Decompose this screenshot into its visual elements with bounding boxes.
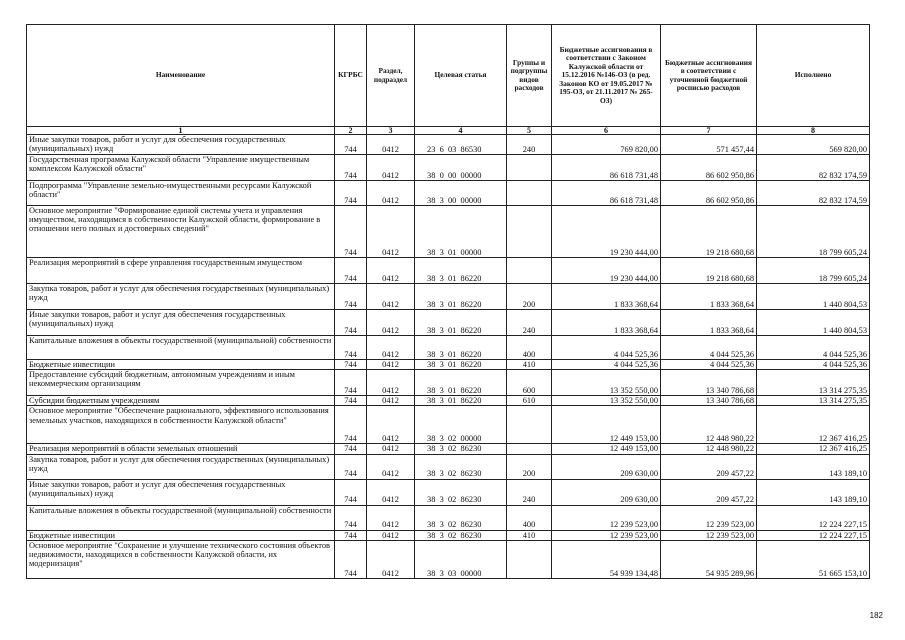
row-done-amount: 12 224 227,15 xyxy=(757,505,870,530)
row-name: Капитальные вложения в объекты государственной (муниципальной) собственности xyxy=(27,336,335,360)
row-group xyxy=(507,540,552,578)
row-law-amount: 19 230 444,00 xyxy=(552,258,661,284)
row-done-amount: 143 189,10 xyxy=(757,479,870,505)
row-law-amount: 4 044 525,36 xyxy=(552,360,661,370)
table-row xyxy=(27,360,870,370)
row-done-amount: 82 832 174,59 xyxy=(757,155,870,181)
row-article: 38 3 01 86220 xyxy=(415,258,507,284)
header-refined: Бюджетные ассигнования в соответствии с уточненной бюджетной росписью расходов xyxy=(661,25,757,127)
row-done-amount: 12 224 227,15 xyxy=(757,530,870,540)
page-number: 182 xyxy=(869,611,883,620)
row-refined-amount: 19 218 680,68 xyxy=(661,206,757,258)
table-row xyxy=(27,479,870,505)
row-kgrbs: 744 xyxy=(335,360,367,370)
row-done-amount: 143 189,10 xyxy=(757,454,870,479)
row-article: 38 3 02 86230 xyxy=(415,444,507,454)
row-section: 0412 xyxy=(367,444,415,454)
row-done-amount: 569 820,00 xyxy=(757,135,870,155)
row-law-amount: 209 630,00 xyxy=(552,479,661,505)
row-done-amount: 1 440 804,53 xyxy=(757,310,870,336)
col-number: 5 xyxy=(507,127,552,135)
budget-table xyxy=(26,24,870,579)
row-group xyxy=(507,406,552,444)
table-row xyxy=(27,396,870,406)
header-law: Бюджетные ассигнования в соответствии с Законом Калужской области от 15.12.2016 №146-ОЗ (в ред. Законов КО от 19.05.2017 № 195-ОЗ, от 21.11.2017 № 265-ОЗ) xyxy=(552,25,661,127)
row-law-amount: 12 239 523,00 xyxy=(552,530,661,540)
table-row xyxy=(27,284,870,310)
row-article: 38 3 01 86220 xyxy=(415,360,507,370)
row-kgrbs: 744 xyxy=(335,310,367,336)
row-group xyxy=(507,258,552,284)
row-name: Субсидии бюджетным учреждениям xyxy=(27,396,335,406)
row-section: 0412 xyxy=(367,530,415,540)
row-refined-amount: 86 602 950,86 xyxy=(661,155,757,181)
row-article: 38 0 00 00000 xyxy=(415,155,507,181)
row-law-amount: 1 833 368,64 xyxy=(552,310,661,336)
row-kgrbs: 744 xyxy=(335,206,367,258)
row-section: 0412 xyxy=(367,284,415,310)
col-number: 1 xyxy=(27,127,335,135)
row-name: Иные закупки товаров, работ и услуг для обеспечения государственных (муниципальных) нужд xyxy=(27,479,335,505)
row-article: 23 6 03 86530 xyxy=(415,135,507,155)
row-kgrbs: 744 xyxy=(335,530,367,540)
row-name: Реализация мероприятий в области земельных отношений xyxy=(27,444,335,454)
row-law-amount: 12 449 153,00 xyxy=(552,444,661,454)
col-number: 7 xyxy=(661,127,757,135)
table-row xyxy=(27,206,870,258)
table-row xyxy=(27,540,870,578)
row-article: 38 3 02 86230 xyxy=(415,505,507,530)
row-group: 410 xyxy=(507,360,552,370)
row-name: Иные закупки товаров, работ и услуг для обеспечения государственных (муниципальных) нужд xyxy=(27,310,335,336)
row-law-amount: 4 044 525,36 xyxy=(552,336,661,360)
col-number: 4 xyxy=(415,127,507,135)
row-kgrbs: 744 xyxy=(335,505,367,530)
row-kgrbs: 744 xyxy=(335,155,367,181)
row-group: 200 xyxy=(507,284,552,310)
row-name: Основное мероприятие "Сохранение и улучшение технического состояния объектов недвижимости, находящихся в собственности Калужской области, их модернизация" xyxy=(27,540,335,578)
row-refined-amount: 4 044 525,36 xyxy=(661,336,757,360)
column-number-row xyxy=(27,127,870,135)
table-row xyxy=(27,258,870,284)
row-group xyxy=(507,181,552,206)
row-done-amount: 13 314 275,35 xyxy=(757,370,870,396)
table-row xyxy=(27,444,870,454)
row-section: 0412 xyxy=(367,370,415,396)
row-article: 38 3 02 00000 xyxy=(415,406,507,444)
row-law-amount: 86 618 731,48 xyxy=(552,181,661,206)
row-group: 200 xyxy=(507,454,552,479)
row-done-amount: 18 799 605,24 xyxy=(757,206,870,258)
row-article: 38 3 01 00000 xyxy=(415,206,507,258)
row-done-amount: 13 314 275,35 xyxy=(757,396,870,406)
row-name: Предоставление субсидий бюджетным, автономным учреждениям и иным некоммерческим организациям xyxy=(27,370,335,396)
row-article: 38 3 03 00000 xyxy=(415,540,507,578)
table-row xyxy=(27,135,870,155)
row-name: Государственная программа Калужской области "Управление имущественным комплексом Калужской области" xyxy=(27,155,335,181)
row-group xyxy=(507,206,552,258)
row-kgrbs: 744 xyxy=(335,258,367,284)
row-section: 0412 xyxy=(367,336,415,360)
row-law-amount: 13 352 550,00 xyxy=(552,370,661,396)
col-number: 8 xyxy=(757,127,870,135)
row-law-amount: 769 820,00 xyxy=(552,135,661,155)
table-row xyxy=(27,505,870,530)
row-done-amount: 18 799 605,24 xyxy=(757,258,870,284)
header-kgrbs: КГРБС xyxy=(335,25,367,127)
header-done: Исполнено xyxy=(757,25,870,127)
row-done-amount: 4 044 525,36 xyxy=(757,336,870,360)
row-section: 0412 xyxy=(367,310,415,336)
row-group: 240 xyxy=(507,135,552,155)
table-row xyxy=(27,181,870,206)
row-section: 0412 xyxy=(367,479,415,505)
row-group: 400 xyxy=(507,336,552,360)
table-row xyxy=(27,155,870,181)
row-section: 0412 xyxy=(367,360,415,370)
table-row xyxy=(27,530,870,540)
row-kgrbs: 744 xyxy=(335,540,367,578)
row-done-amount: 12 367 416,25 xyxy=(757,444,870,454)
row-kgrbs: 744 xyxy=(335,454,367,479)
row-name: Подпрограмма "Управление земельно-имущественными ресурсами Калужской области" xyxy=(27,181,335,206)
table-row xyxy=(27,370,870,396)
header-section: Раздел, подраздел xyxy=(367,25,415,127)
row-section: 0412 xyxy=(367,454,415,479)
row-article: 38 3 01 86220 xyxy=(415,336,507,360)
row-group: 600 xyxy=(507,370,552,396)
row-name: Бюджетные инвестиции xyxy=(27,360,335,370)
row-article: 38 3 01 86220 xyxy=(415,396,507,406)
row-name: Бюджетные инвестиции xyxy=(27,530,335,540)
row-refined-amount: 13 340 786,68 xyxy=(661,370,757,396)
table-row xyxy=(27,454,870,479)
row-group: 410 xyxy=(507,530,552,540)
row-done-amount: 1 440 804,53 xyxy=(757,284,870,310)
row-kgrbs: 744 xyxy=(335,444,367,454)
row-name: Основное мероприятие "Обеспечение рационального, эффективного использования земельных участков, находящихся в собственности Калужской области" xyxy=(27,406,335,444)
row-refined-amount: 209 457,22 xyxy=(661,479,757,505)
col-number: 2 xyxy=(335,127,367,135)
row-kgrbs: 744 xyxy=(335,135,367,155)
row-refined-amount: 1 833 368,64 xyxy=(661,310,757,336)
row-refined-amount: 209 457,22 xyxy=(661,454,757,479)
row-refined-amount: 1 833 368,64 xyxy=(661,284,757,310)
table-row xyxy=(27,336,870,360)
row-law-amount: 13 352 550,00 xyxy=(552,396,661,406)
row-article: 38 3 01 86220 xyxy=(415,310,507,336)
row-name: Основное мероприятие "Формирование единой системы учета и управления имуществом, находящимся в собственности Калужской области, формирование в отношении него полных и достоверных сведений" xyxy=(27,206,335,258)
row-group: 240 xyxy=(507,479,552,505)
row-group xyxy=(507,155,552,181)
row-section: 0412 xyxy=(367,540,415,578)
row-name: Капитальные вложения в объекты государственной (муниципальной) собственности xyxy=(27,505,335,530)
row-name: Реализация мероприятий в сфере управления государственным имуществом xyxy=(27,258,335,284)
row-name: Закупка товаров, работ и услуг для обеспечения государственных (муниципальных) нужд xyxy=(27,284,335,310)
row-kgrbs: 744 xyxy=(335,370,367,396)
header-groups: Группы и подгруппы видов расходов xyxy=(507,25,552,127)
row-kgrbs: 744 xyxy=(335,479,367,505)
row-article: 38 3 02 86230 xyxy=(415,479,507,505)
row-done-amount: 4 044 525,36 xyxy=(757,360,870,370)
row-refined-amount: 12 239 523,00 xyxy=(661,530,757,540)
row-refined-amount: 571 457,44 xyxy=(661,135,757,155)
row-law-amount: 12 449 153,00 xyxy=(552,406,661,444)
row-kgrbs: 744 xyxy=(335,284,367,310)
row-article: 38 3 00 00000 xyxy=(415,181,507,206)
row-article: 38 3 02 86230 xyxy=(415,530,507,540)
row-article: 38 3 01 86220 xyxy=(415,370,507,396)
row-kgrbs: 744 xyxy=(335,336,367,360)
col-number: 3 xyxy=(367,127,415,135)
row-section: 0412 xyxy=(367,396,415,406)
row-section: 0412 xyxy=(367,505,415,530)
row-refined-amount: 12 448 980,22 xyxy=(661,406,757,444)
row-refined-amount: 54 935 289,96 xyxy=(661,540,757,578)
row-refined-amount: 19 218 680,68 xyxy=(661,258,757,284)
row-kgrbs: 744 xyxy=(335,396,367,406)
row-section: 0412 xyxy=(367,406,415,444)
row-section: 0412 xyxy=(367,206,415,258)
row-name: Закупка товаров, работ и услуг для обеспечения государственных (муниципальных) нужд xyxy=(27,454,335,479)
row-refined-amount: 12 239 523,00 xyxy=(661,505,757,530)
row-section: 0412 xyxy=(367,135,415,155)
col-number: 6 xyxy=(552,127,661,135)
header-name: Наименование xyxy=(27,25,335,127)
row-group: 240 xyxy=(507,310,552,336)
row-group: 610 xyxy=(507,396,552,406)
row-refined-amount: 86 602 950,86 xyxy=(661,181,757,206)
row-done-amount: 12 367 416,25 xyxy=(757,406,870,444)
header-article: Целевая статья xyxy=(415,25,507,127)
row-refined-amount: 12 448 980,22 xyxy=(661,444,757,454)
row-law-amount: 209 630,00 xyxy=(552,454,661,479)
row-section: 0412 xyxy=(367,181,415,206)
row-refined-amount: 13 340 786,68 xyxy=(661,396,757,406)
row-law-amount: 1 833 368,64 xyxy=(552,284,661,310)
table-row xyxy=(27,406,870,444)
row-kgrbs: 744 xyxy=(335,181,367,206)
row-group: 400 xyxy=(507,505,552,530)
row-group xyxy=(507,444,552,454)
row-law-amount: 19 230 444,00 xyxy=(552,206,661,258)
row-section: 0412 xyxy=(367,155,415,181)
row-kgrbs: 744 xyxy=(335,406,367,444)
row-article: 38 3 02 86230 xyxy=(415,454,507,479)
header-row xyxy=(27,25,870,127)
table-row xyxy=(27,310,870,336)
row-refined-amount: 4 044 525,36 xyxy=(661,360,757,370)
row-done-amount: 51 665 153,10 xyxy=(757,540,870,578)
row-law-amount: 54 939 134,48 xyxy=(552,540,661,578)
row-section: 0412 xyxy=(367,258,415,284)
row-article: 38 3 01 86220 xyxy=(415,284,507,310)
row-done-amount: 82 832 174,59 xyxy=(757,181,870,206)
row-name: Иные закупки товаров, работ и услуг для обеспечения государственных (муниципальных) нужд xyxy=(27,135,335,155)
row-law-amount: 12 239 523,00 xyxy=(552,505,661,530)
row-law-amount: 86 618 731,48 xyxy=(552,155,661,181)
